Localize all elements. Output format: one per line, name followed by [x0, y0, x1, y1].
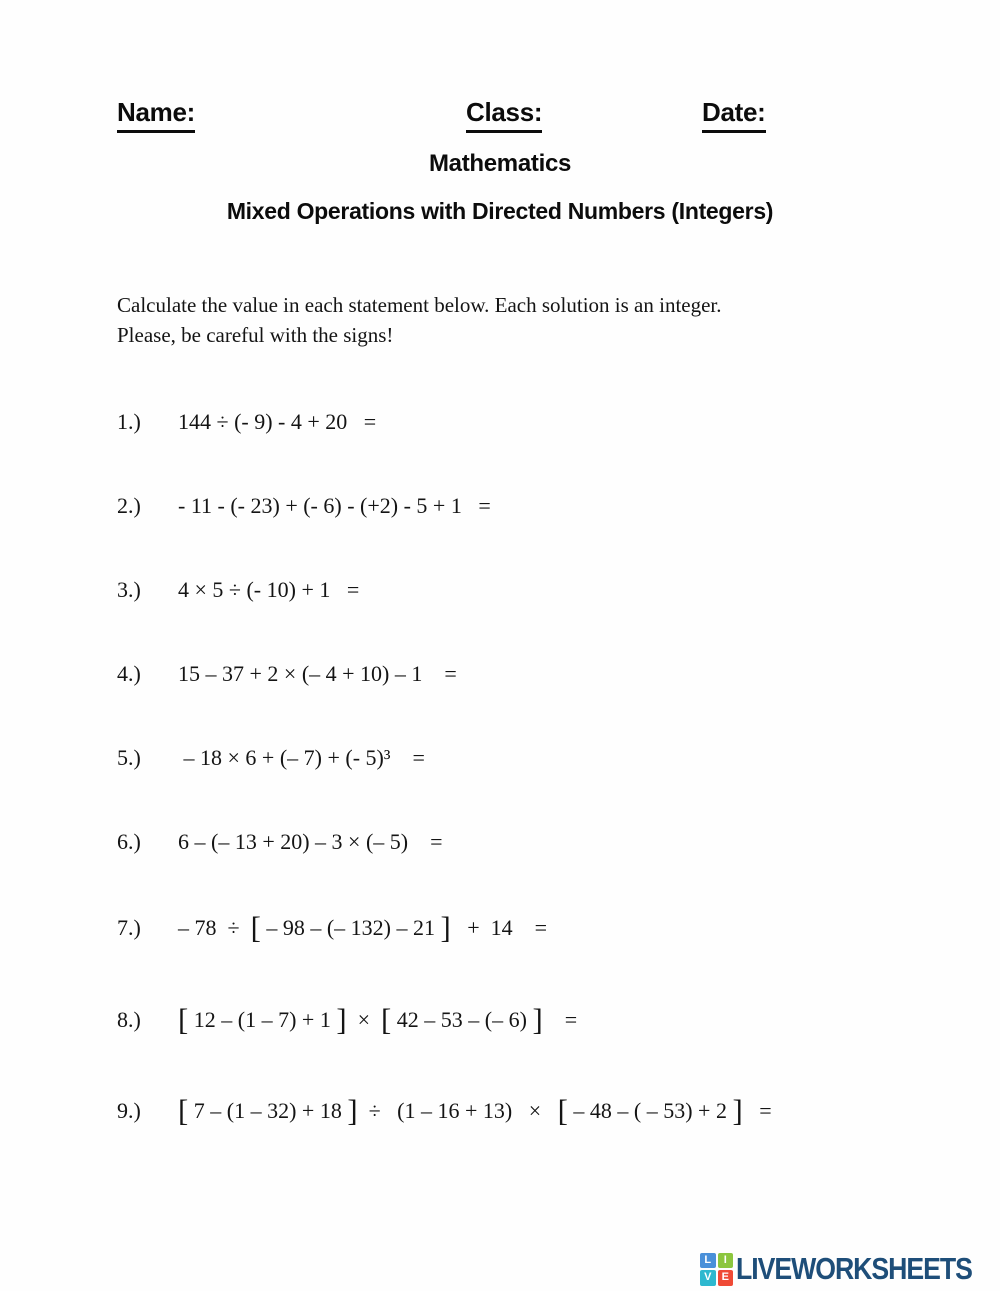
bracket-glyph: [ — [557, 1094, 568, 1128]
problem-number: 5.) — [117, 745, 141, 770]
expression-text: ÷ (1 – 16 + 13) × — [357, 1098, 558, 1123]
worksheet-title: Mixed Operations with Directed Numbers (Integers) — [226, 198, 774, 224]
bracket-glyph: [ — [178, 1094, 189, 1128]
problem-row — [117, 575, 359, 605]
problem-row — [117, 491, 491, 521]
expression-text: = — [742, 1098, 772, 1123]
problem-row — [117, 659, 457, 689]
bracket-glyph: ] — [347, 1094, 358, 1128]
expression-text: 7 – (1 – 32) + 18 — [188, 1098, 348, 1123]
liveworksheets-logo-icon — [700, 1253, 733, 1286]
problem-number: 6.) — [117, 829, 141, 854]
problem-number: 4.) — [117, 661, 141, 686]
logo-square-e: E — [718, 1270, 734, 1286]
bracket-glyph: ] — [336, 1003, 347, 1037]
expression-text: 42 – 53 – (– 6) — [391, 1007, 533, 1032]
problem-row — [117, 827, 443, 857]
liveworksheets-logo-text: LIVEWORKSHEETS — [736, 1251, 972, 1286]
logo-square-l: L — [700, 1253, 716, 1269]
problem-expression — [178, 829, 443, 854]
problem-number: 3.) — [117, 577, 141, 602]
problem-expression — [178, 1003, 578, 1037]
problem-row — [117, 913, 547, 944]
problem-number: 8.) — [117, 1007, 141, 1032]
expression-text: - 11 - (- 23) + (- 6) - (+2) - 5 + 1 = — [178, 493, 491, 518]
instructions-line-1: Calculate the value in each statement below. Each solution is an integer. — [117, 293, 722, 317]
instructions-line-2: Please, be careful with the signs! — [117, 323, 394, 347]
problem-row — [117, 1005, 577, 1036]
expression-text: – 78 ÷ — [178, 915, 251, 940]
expression-text: 15 – 37 + 2 × (– 4 + 10) – 1 = — [178, 661, 457, 686]
problem-row — [117, 407, 376, 437]
problem-row — [117, 743, 425, 773]
bracket-glyph: ] — [532, 1003, 543, 1037]
logo-square-v: V — [700, 1270, 716, 1286]
expression-text: 6 – (– 13 + 20) – 3 × (– 5) = — [178, 829, 443, 854]
problem-expression — [178, 911, 548, 945]
problem-number: 9.) — [117, 1098, 141, 1123]
problem-expression — [178, 745, 425, 770]
bracket-glyph: [ — [250, 911, 261, 945]
class-label: Class: — [466, 97, 542, 133]
expression-text: 144 ÷ (- 9) - 4 + 20 = — [178, 409, 377, 434]
name-label: Name: — [117, 97, 195, 133]
problem-number: 2.) — [117, 493, 141, 518]
problem-expression — [178, 661, 457, 686]
expression-text: 4 × 5 ÷ (- 10) + 1 = — [178, 577, 360, 602]
bracket-glyph: [ — [178, 1003, 189, 1037]
expression-text: = — [542, 1007, 578, 1032]
subject-title: Mathematics — [428, 150, 572, 177]
liveworksheets-logo[interactable] — [700, 1251, 1000, 1287]
expression-text: × — [346, 1007, 382, 1032]
problem-expression — [178, 493, 491, 518]
problem-expression — [178, 409, 376, 434]
expression-text: 12 – (1 – 7) + 1 — [188, 1007, 337, 1032]
problem-number: 1.) — [117, 409, 141, 434]
expression-text: + 14 = — [450, 915, 548, 940]
problem-expression — [178, 1094, 772, 1128]
bracket-glyph: ] — [732, 1094, 743, 1128]
problems-list — [117, 0, 977, 1291]
expression-text: – 18 × 6 + (– 7) + (- 5)³ = — [178, 745, 425, 770]
logo-square-i: I — [718, 1253, 734, 1269]
problem-expression — [178, 577, 359, 602]
bracket-glyph: [ — [381, 1003, 392, 1037]
date-label: Date: — [702, 97, 766, 133]
expression-text: – 98 – (– 132) – 21 — [260, 915, 441, 940]
problem-row — [117, 1096, 772, 1127]
expression-text: – 48 – ( – 53) + 2 — [567, 1098, 733, 1123]
problem-number: 7.) — [117, 915, 141, 940]
bracket-glyph: ] — [440, 911, 451, 945]
